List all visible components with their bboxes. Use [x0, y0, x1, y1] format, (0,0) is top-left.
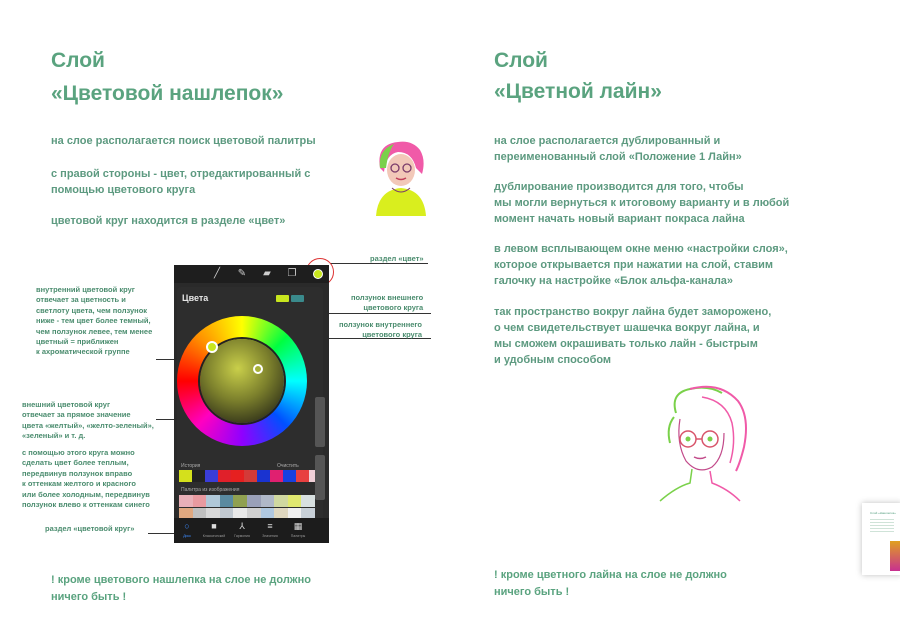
tab-palettes[interactable]: Палитры — [290, 534, 306, 538]
callout-outer-circle-2: с помощью этого круга можно сделать цвет более теплым, передвинув ползунок вправо к оттенкам желтого и красного или более холодным, передвинув ползунок влево к оттенкам синего — [22, 448, 150, 510]
palette-color-chip[interactable] — [247, 495, 261, 507]
palettes-tab-icon[interactable]: ▦ — [293, 521, 303, 531]
opacity-slider[interactable] — [315, 455, 325, 500]
right-paragraph-4: так пространство вокруг лайна будет заморожено, о чем свидетельствует шашечка вокруг лайна, и мы сможем окрашивать только лайн - быстрым и удобным способом — [494, 306, 772, 366]
history-color-chip[interactable] — [205, 470, 218, 482]
palette-label: Палитра из изображения — [181, 487, 240, 493]
left-note: ! кроме цветового нашлепка на слое не должно ничего быть ! — [51, 574, 311, 603]
callout-section-wheel: раздел «цветовой круг» — [45, 524, 135, 533]
tab-classic[interactable]: Классический — [202, 534, 226, 538]
color-dot-icon[interactable] — [313, 269, 323, 279]
girl-illustration-small — [368, 138, 433, 216]
colors-panel — [177, 287, 323, 541]
right-paragraph-3: в левом всплывающем окне меню «настройки слоя», которое открывается при нажатии на слой, ставим галочку на настройке «Блок альфа-канала» — [494, 243, 788, 287]
left-title-line1: Слой — [51, 49, 105, 72]
previous-color-swatch[interactable] — [291, 295, 304, 302]
procreate-color-panel-screenshot — [174, 265, 329, 543]
colors-tab-bar — [174, 518, 329, 543]
inner-disc-slider[interactable] — [253, 364, 263, 374]
girl-line-art — [640, 383, 755, 503]
palette-color-chip[interactable] — [220, 495, 234, 507]
history-color-chip[interactable] — [192, 470, 205, 482]
right-title-line1: Слой — [494, 49, 548, 72]
palette-color-chip[interactable] — [233, 495, 247, 507]
clear-history-button[interactable]: Очистить — [277, 463, 299, 469]
palette-color-chip[interactable] — [301, 495, 315, 507]
harmony-tab-icon[interactable]: ⅄ — [239, 521, 245, 531]
history-color-chip[interactable] — [296, 470, 309, 482]
right-note: ! кроме цветного лайна на слое не должно ничего быть ! — [494, 569, 727, 598]
left-paragraph-3: цветовой круг находится в разделе «цвет» — [51, 215, 286, 227]
callout-outer-circle: внешний цветовой круг отвечает за прямое значение цвета «желтый», «желто-зеленый», «зеленый» и т. д. — [22, 400, 154, 441]
tab-harmony[interactable]: Гармония — [234, 534, 250, 538]
current-color-swatch[interactable] — [276, 295, 289, 302]
history-color-chip[interactable] — [257, 470, 270, 482]
callout-section-color: раздел «цвет» — [370, 254, 424, 263]
app-toolbar — [174, 265, 329, 283]
history-color-chip[interactable] — [179, 470, 192, 482]
palette-color-chip[interactable] — [288, 495, 302, 507]
tab-values[interactable]: Значения — [262, 534, 278, 538]
outer-wheel-slider[interactable] — [206, 341, 218, 353]
right-title-line2: «Цветной лайн» — [494, 80, 662, 103]
disc-tab-icon[interactable]: ○ — [184, 521, 190, 531]
callout-line-section-wheel — [148, 533, 176, 534]
values-tab-icon[interactable]: ≡ — [267, 521, 273, 531]
colors-panel-title: Цвета — [182, 293, 209, 303]
history-color-chip[interactable] — [270, 470, 283, 482]
history-label: История — [181, 463, 201, 469]
palette-color-chip[interactable] — [179, 495, 193, 507]
left-title-line2: «Цветовой нашлепок» — [51, 82, 284, 105]
palette-color-chip[interactable] — [261, 495, 275, 507]
history-color-chip[interactable] — [283, 470, 296, 482]
palette-color-chip[interactable] — [274, 495, 288, 507]
classic-tab-icon[interactable]: ■ — [211, 521, 217, 531]
palette-color-chip[interactable] — [206, 495, 220, 507]
history-color-chip[interactable] — [218, 470, 231, 482]
palette-color-chip[interactable] — [193, 495, 207, 507]
right-paragraph-1: на слое располагается дублированный и переименованный слой «Положение 1 Лайн» — [494, 135, 742, 163]
size-slider[interactable] — [315, 397, 325, 447]
thumbnail-image — [890, 541, 900, 571]
brush-icon[interactable]: ╱ — [213, 268, 221, 279]
history-color-chip[interactable] — [244, 470, 257, 482]
page-thumbnail[interactable] — [862, 503, 900, 575]
history-color-chip[interactable] — [231, 470, 244, 482]
tab-disc[interactable]: Диск — [183, 534, 191, 538]
thumbnail-text-lines — [870, 519, 894, 533]
outer-color-wheel[interactable] — [177, 316, 307, 446]
thumbnail-title: Слой «Нашлепок» — [870, 511, 896, 515]
smudge-icon[interactable]: ✎ — [237, 268, 247, 279]
layers-icon[interactable]: ❐ — [287, 268, 297, 279]
callout-outer-slider: ползунок внешнего цветового круга — [351, 293, 424, 313]
eraser-icon[interactable]: ▰ — [263, 268, 271, 279]
left-paragraph-1: на слое располагается поиск цветовой палитры — [51, 135, 316, 147]
right-paragraph-2: дублирование производится для того, чтобы мы могли вернуться к итоговому варианту и в любой момент начать новый вариант покраса лайна — [494, 181, 790, 225]
left-paragraph-2: с правой стороны - цвет, отредактированный с помощью цветового круга — [51, 168, 311, 196]
callout-inner-circle: внутренний цветовой круг отвечает за цветность и светлоту цвета, чем ползунок ниже - тем цвет более темный, чем ползунок левее, тем менее цветный = приближен к ахроматической группе — [36, 285, 153, 357]
callout-inner-slider: ползунок внутреннего цветового круга — [339, 320, 423, 340]
